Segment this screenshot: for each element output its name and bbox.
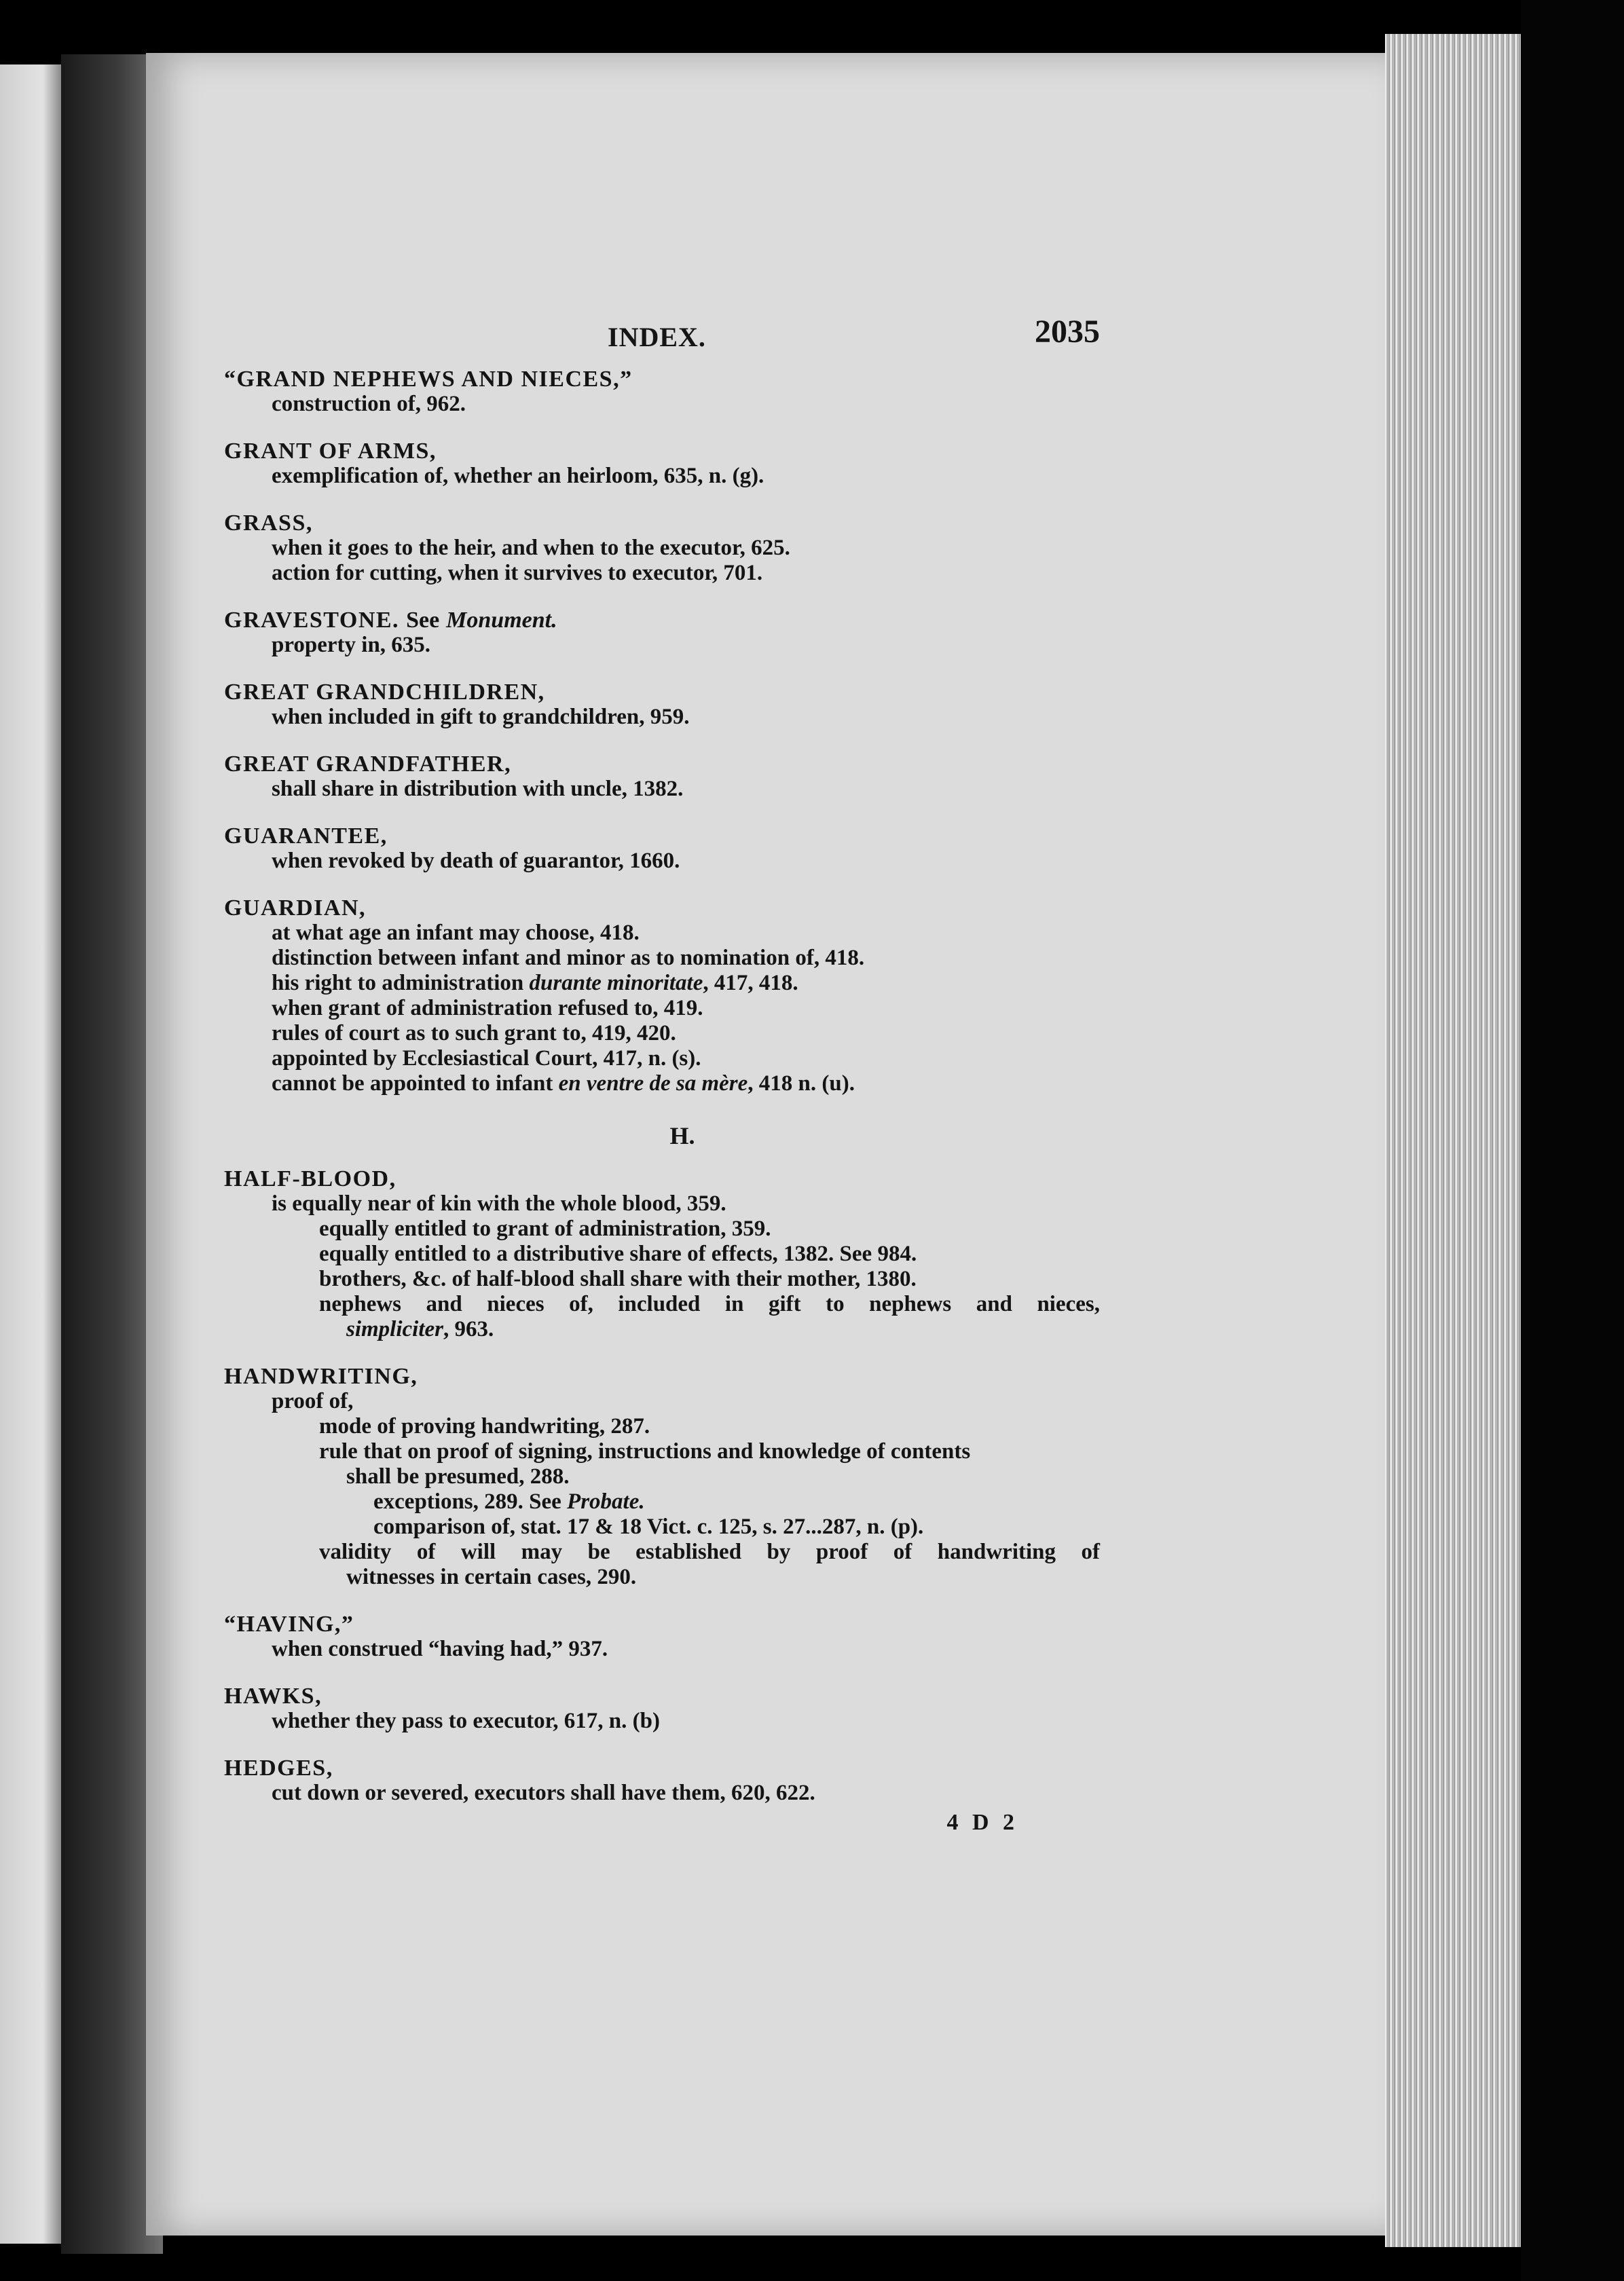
cross-reference: Probate.: [567, 1489, 645, 1514]
entry-heading: HALF-BLOOD,: [224, 1166, 396, 1191]
entry-line: when construed “having had,” 937.: [272, 1637, 608, 1661]
line-text: , 963.: [443, 1317, 494, 1341]
signature-mark: 4 D 2: [946, 1810, 1018, 1835]
cross-reference: Monument.: [446, 608, 557, 633]
line-text: his right to administration: [272, 971, 530, 995]
line-text: , 417, 418.: [703, 971, 798, 995]
entry-line: construction of, 962.: [272, 392, 466, 416]
index-entry: [224, 1756, 1100, 1806]
entry-heading: “GRAND NEPHEWS AND NIECES,”: [224, 367, 633, 392]
entry-line: cut down or severed, executors shall have them, 620, 622.: [272, 1781, 815, 1805]
entry-heading: GRASS,: [224, 511, 313, 536]
italic-term: durante minoritate: [529, 971, 703, 995]
entry-line: exemplification of, whether an heirloom, 635, n. (g).: [272, 464, 764, 488]
section-letter: H.: [669, 1122, 695, 1149]
entry-heading: GUARDIAN,: [224, 895, 366, 921]
index-entry: [224, 511, 1100, 586]
entry-line: whether they pass to executor, 617, n. (b): [272, 1709, 660, 1733]
entry-line: is equally near of kin with the whole blood, 359.: [272, 1191, 726, 1216]
index-entry: [224, 680, 1100, 730]
heading-text: GRAVESTONE.: [224, 608, 400, 633]
line-text: cannot be appointed to infant: [272, 1071, 559, 1096]
index-entry: [224, 367, 1100, 417]
scan-background: [1521, 0, 1624, 2281]
entry-line: mode of proving handwriting, 287.: [319, 1414, 650, 1439]
entry-line: rules of court as to such grant to, 419, 420.: [272, 1021, 676, 1045]
entry-line: [224, 1317, 1100, 1342]
entry-line: distinction between infant and minor as to nomination of, 418.: [272, 946, 865, 970]
entry-line: comparison of, stat. 17 & 18 Vict. c. 125, s. 27...287, n. (p).: [373, 1515, 924, 1539]
entry-line: when included in gift to grandchildren, 959.: [272, 705, 690, 729]
previous-page-edge: [0, 64, 61, 2244]
entry-line: [224, 971, 1100, 996]
index-entry-half-blood: [224, 1166, 1100, 1342]
line-text: exceptions, 289. See: [373, 1489, 568, 1514]
index-entry-handwriting: [224, 1364, 1100, 1590]
entry-line: when grant of administration refused to, 419.: [272, 996, 703, 1020]
see-text: See: [406, 608, 440, 633]
index-entry: [224, 439, 1100, 489]
entry-line: when it goes to the heir, and when to the executor, 625.: [272, 536, 790, 560]
entry-line: nephews and nieces of, included in gift to nephews and nieces,: [319, 1292, 1100, 1316]
entry-line: action for cutting, when it survives to executor, 701.: [272, 561, 763, 585]
index-entry: [224, 823, 1100, 874]
entry-line: proof of,: [272, 1389, 354, 1413]
entry-line: equally entitled to a distributive share of effects, 1382. See 984.: [319, 1242, 917, 1266]
index-entry: [224, 752, 1100, 802]
running-header: [224, 314, 1100, 360]
entry-line: property in, 635.: [272, 633, 431, 657]
italic-term: en ventre de sa mère: [558, 1071, 748, 1096]
entry-line: shall share in distribution with uncle, 1382.: [272, 777, 684, 801]
entry-heading: GRANT OF ARMS,: [224, 439, 437, 464]
entry-line: validity of will may be established by proof of handwriting of: [319, 1540, 1100, 1564]
entry-heading: HEDGES,: [224, 1756, 333, 1781]
running-title: INDEX.: [608, 322, 706, 352]
index-entry: [224, 1612, 1100, 1662]
entry-line: witnesses in certain cases, 290.: [346, 1565, 637, 1589]
index-entry: [224, 1684, 1100, 1734]
entry-line: at what age an infant may choose, 418.: [272, 921, 640, 945]
entry-line: shall be presumed, 288.: [346, 1464, 570, 1489]
entry-line: rule that on proof of signing, instructions and knowledge of contents: [319, 1439, 971, 1464]
entry-line: when revoked by death of guarantor, 1660.: [272, 849, 680, 873]
entry-heading: GREAT GRANDCHILDREN,: [224, 680, 545, 705]
entry-heading: [224, 608, 1100, 633]
index-entry: [224, 608, 1100, 658]
index-content: [224, 314, 1100, 1835]
entry-line: [224, 1489, 1100, 1515]
entry-heading: HAWKS,: [224, 1684, 322, 1709]
italic-term: simpliciter: [346, 1317, 443, 1341]
entry-line: equally entitled to grant of administration, 359.: [319, 1217, 771, 1241]
entry-line: brothers, &c. of half-blood shall share with their mother, 1380.: [319, 1267, 917, 1291]
line-text: , 418 n. (u).: [748, 1071, 855, 1096]
entry-heading: GUARANTEE,: [224, 823, 388, 849]
entry-heading: “HAVING,”: [224, 1612, 354, 1637]
entry-heading: GREAT GRANDFATHER,: [224, 752, 512, 777]
index-entry-guardian: [224, 895, 1100, 1096]
entry-line: appointed by Ecclesiastical Court, 417, n. (s).: [272, 1046, 701, 1071]
entry-line: [224, 1071, 1100, 1096]
page-stack-edges: [1385, 34, 1521, 2247]
entry-heading: HANDWRITING,: [224, 1364, 418, 1389]
page-number: 2035: [1035, 314, 1100, 350]
